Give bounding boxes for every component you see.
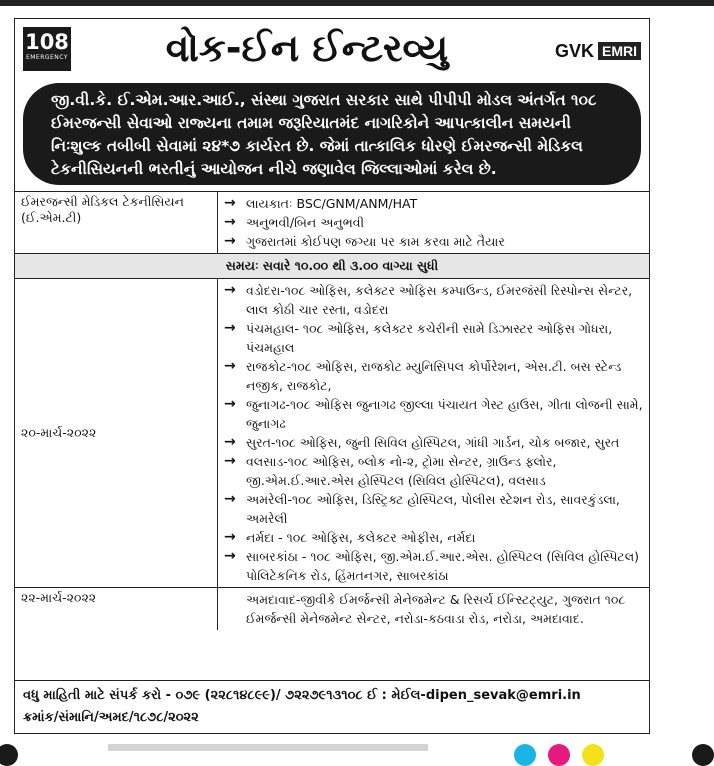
schedule-date: ૨૨-માર્ચ-૨૦૨૨ — [15, 588, 218, 631]
gvk-logo-text: GVK — [554, 40, 594, 61]
registration-mark-black — [0, 744, 18, 766]
logo-108-number: 108 — [25, 30, 69, 54]
page-top-rule — [0, 0, 714, 6]
schedule-row — [15, 279, 649, 588]
position-row — [15, 192, 649, 254]
arrow-icon: → — [224, 282, 236, 298]
arrow-icon: → — [224, 195, 236, 211]
arrow-icon: → — [224, 491, 236, 507]
venue-list — [218, 279, 650, 588]
timing-row — [15, 254, 649, 279]
color-swatch-cyan — [514, 744, 536, 766]
schedule-row — [15, 588, 649, 631]
venue-item: → નર્મદા - ૧૦૮ ઓફિસ, કલેક્ટર ઓફીસ, નર્મદા — [224, 529, 476, 545]
requirement-item: → લાયકાતઃ BSC/GNM/ANM/HAT — [224, 195, 418, 211]
arrow-icon: → — [224, 214, 236, 230]
footer — [15, 680, 649, 733]
timing-text: સમયઃ સવારે ૧૦.૦૦ થી ૩.૦૦ વાગ્યા સુધી — [15, 254, 649, 279]
requirement-item: → અનુભવી/બિન અનુભવી — [224, 214, 365, 230]
ad-header — [15, 19, 649, 81]
arrow-icon: → — [224, 358, 236, 374]
registration-mark-black-right — [692, 744, 714, 766]
venue-item: → પંચમહાલ- ૧૦૮ ઓફિસ, કલેક્ટર કચેરીની સામે ડિઝાસ્ટર ઓફિસ ગોધરા, પંચમહાલ — [224, 320, 613, 355]
page-title: વોક-ઈન ઈન્ટરવ્યુ — [165, 26, 449, 70]
venue-item: → રાજકોટ-૧૦૮ ઓફિસ, રાજકોટ મ્યુનિસિપલ કોર્પોરેશન, એસ.ટી. બસ સ્ટેન્ડ નજીક, રાજકોટ, — [224, 358, 622, 393]
arrow-icon: → — [224, 233, 236, 249]
advertisement — [14, 18, 650, 734]
venue-item: → વલસાડ-૧૦૮ ઓફિસ, બ્લોક નો-૨, ટ્રોમા સેન્ટર, ગ્રાઉન્ડ ફ્લોર, જી.એમ.ઈ.આર.એસ હોસ્પિટલ (સિવિલ હોસ્પિટલ), વલસાડ — [224, 453, 557, 488]
emri-logo-text: EMRI — [598, 42, 641, 60]
arrow-icon: → — [224, 396, 236, 412]
gvk-emri-logo — [555, 37, 641, 65]
venue-item: → સુરત-૧૦૮ ઓફિસ, જુની સિવિલ હોસ્પિટલ, ગાંધી ગાર્ડન, ચોક બજાર, સુરત — [224, 434, 620, 450]
color-swatch-yellow — [582, 744, 604, 766]
requirement-item: → ગુજરાતમાં કોઈપણ જગ્યા પર કામ કરવા માટે તૈયાર — [224, 233, 505, 249]
venue-item: → અમરેલી-૧૦૮ ઓફિસ, ડિસ્ટ્રિક્ટ હોસ્પિટલ, પોલીસ સ્ટેશન રોડ, સાવરકુંડલા, અમરેલી — [224, 491, 620, 526]
venue-item: → જુનાગઢ-૧૦૮ ઓફિસ જુનાગઢ જીલ્લા પંચાયત ગેસ્ટ હાઉસ, ગીતા લોજની સામે, જુનાગઢ — [224, 396, 643, 431]
venue-item: → વડોદરા-૧૦૮ ઓફિસ, કલેક્ટર ઓફિસ કમ્પાઉન્ડ, ઈમરજંસી રિસ્પોન્સ સેન્ટર, લાલ કોઠી ચાર રસ્તા, વડોદરા — [224, 282, 633, 317]
intro-paragraph: જી.વી.કે. ઈ.એમ.આર.આઈ., સંસ્થા ગુજરાત સરકાર સાથે પીપીપી મોડલ અંતર્ગત ૧૦૮ ઈમરજન્સી સેવાઓ રાજ્યના તમામ જરૂરિયાતમંદ નાગરિકોને આપત્કાલીન સમયની નિઃશુલ્ક તબીબી સેવામાં ૨૪*૭ કાર્યરત છે. જેમાં તાત્કાલિક ધોરણે ઈમરજન્સી મેડિકલ ટેકનીસિયનની ભરતીનું આયોજન નીચે જણાવેલ જિલ્લાઓમાં કરેલ છે. — [23, 83, 641, 185]
contact-line: વધુ માહિતી માટે સંપર્ક કરો - ૦૭૯ (૨૨૮૧૪૮૯૯)/ ૭૨૨૭૯૧૩૧૦૮ ઈ : મેઈલ-dipen_sevak@emri.in — [23, 688, 581, 703]
logo-108-emergency — [23, 27, 71, 71]
color-swatch-magenta — [548, 744, 570, 766]
arrow-icon: → — [224, 320, 236, 336]
arrow-icon: → — [224, 548, 236, 564]
arrow-icon: → — [224, 529, 236, 545]
position-requirements — [218, 192, 650, 254]
print-margin-bar — [108, 744, 428, 751]
arrow-icon: → — [224, 434, 236, 450]
venue-item: → સાબરકાંઠા - ૧૦૮ ઓફિસ, જી.એમ.ઈ.આર.એસ. હોસ્પિટલ (સિવિલ હોસ્પિટલ) પોલિટેકનિક રોડ, હિંમતનગર, સાબરકાંઠા — [224, 548, 640, 583]
arrow-icon: → — [224, 453, 236, 469]
reference-number: ક્રમાંક/સંમાનિ/અમદ/૧૮૭૮/૨૦૨૨ — [23, 710, 199, 725]
venue-item: અમદાવાદ-જીવીકે ઈમર્જન્સી મેનેજમેન્ટ & રિસર્ચ ઈન્સ્ટિટ્યુટ, ગુજરાત ૧૦૮ ઈમર્જન્સી મેનેજમેન્ટ સેન્ટર, નરોડા-કઠવાડા રોડ, નરોડા, અમદાવાદ. — [246, 592, 626, 626]
venue-list — [218, 588, 650, 631]
schedule-date: ૨૦-માર્ચ-૨૦૨૨ — [15, 279, 218, 588]
logo-108-subtext: EMERGENCY — [25, 54, 69, 61]
position-name: ઈમરજન્સી મેડિકલ ટેકનીસિયન (ઈ.એમ.ટી) — [15, 192, 218, 254]
recruitment-table — [15, 191, 649, 630]
